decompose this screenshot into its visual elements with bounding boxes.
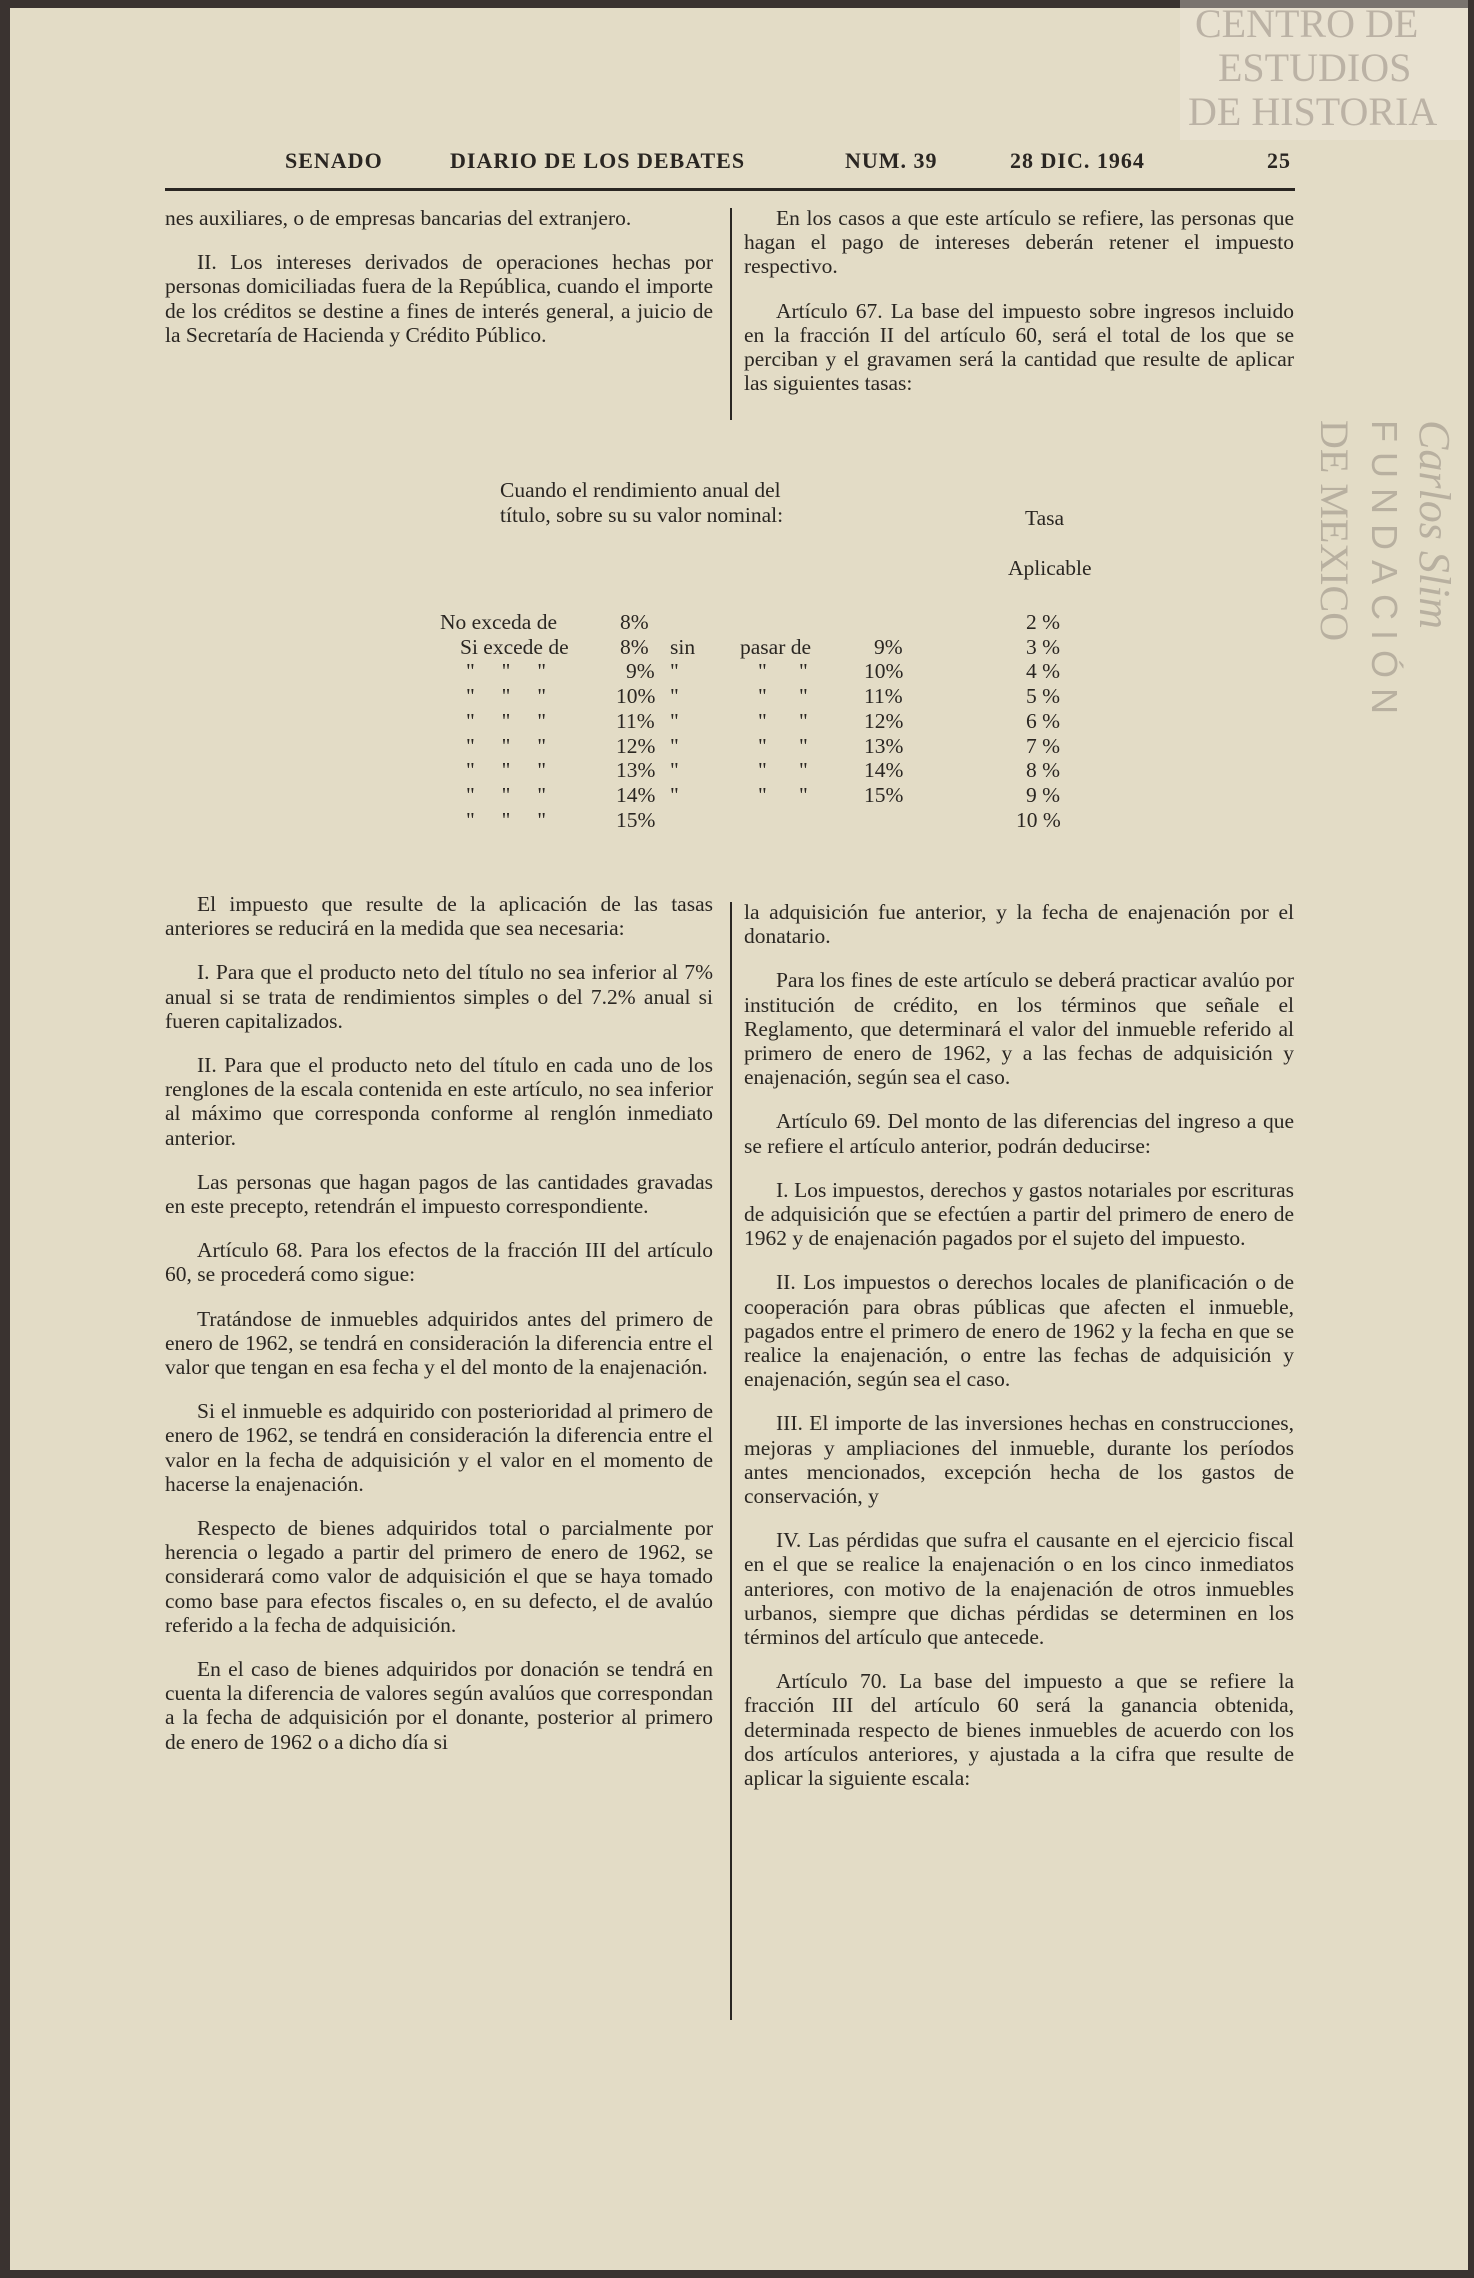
table-header-applicable: Aplicable — [1008, 556, 1092, 580]
table-cell-a: " " " — [466, 782, 547, 807]
table-cell-d: " " — [758, 758, 808, 783]
table-cell-c: " — [670, 782, 679, 807]
paragraph: II. Los intereses derivados de operaciones hechas por personas domiciliadas fuera de la República, cuando el importe de los créditos se destine a fines de interés general, a juicio de la Secretaría de Hacienda y Crédito Público. — [165, 250, 713, 347]
watermark-line: DE MEXICO — [1312, 420, 1357, 642]
table-cell-a: " " " — [466, 708, 547, 733]
table-cell-a: " " " — [466, 659, 547, 684]
table-row — [440, 808, 1140, 832]
table-cell-e: 14% — [864, 758, 904, 783]
paragraph: III. El importe de las inversiones hechas en construcciones, mejoras y ampliaciones del inmueble, durante los períodos antes mencionados, excepción hecha de los gastos de conservación, y — [744, 1411, 1294, 1509]
table-cell-c: " — [670, 684, 679, 709]
paragraph: Artículo 70. La base del impuesto a que se refiere la fracción III del artículo 60 será la ganancia obtenida, determinada respecto de bienes inmuebles de acuerdo con los dos artículos anteriores, y ajustada a la cifra que resulte de aplicar la siguiente escala: — [744, 1669, 1294, 1791]
paragraph: En el caso de bienes adquiridos por donación se tendrá en cuenta la diferencia de valores según avalúos que correspondan a la fecha de adquisición por el donante, posterior al primero de enero de 1962 o a dicho día si — [165, 1657, 713, 1754]
table-cell-e: 15% — [864, 782, 904, 807]
table-cell-rate: 3 % — [1026, 634, 1061, 659]
paragraph: I. Los impuestos, derechos y gastos notariales por escrituras de adquisición que se efectúen a partir del primero de enero de 1962 y de enajenación pagados por el sujeto del impuesto. — [744, 1177, 1294, 1251]
header-chamber: SENADO — [285, 148, 383, 173]
table-row — [440, 610, 1140, 634]
table-cell-rate: 2 % — [1026, 610, 1061, 634]
table-cell-c: " — [670, 659, 679, 684]
table-cell-rate: 8 % — [1026, 758, 1061, 783]
table-cell-a: " " " — [466, 684, 547, 709]
table-cell-c: " — [670, 758, 679, 783]
table-cell-c: " — [670, 733, 679, 758]
table-cell-b: 15% — [616, 807, 656, 832]
paragraph: Artículo 69. Del monto de las diferencias del ingreso a que se refiere el artículo anterior, podrán deducirse: — [744, 1109, 1294, 1158]
table-cell-rate: 10 % — [1016, 807, 1061, 832]
header-page-number: 25 — [1267, 148, 1291, 173]
paragraph: Si el inmueble es adquirido con posterioridad al primero de enero de 1962, se tendrá en consideración la diferencia entre el valor en la fecha de adquisición y el valor en el momento de hacerse la enajenación. — [165, 1399, 713, 1496]
header-number: NUM. 39 — [845, 148, 938, 173]
paragraph: El impuesto que resulte de la aplicación de las tasas anteriores se reducirá en la medida que sea necesaria: — [165, 892, 713, 941]
table-cell-d: " " — [758, 708, 808, 733]
table-cell-e: 11% — [864, 684, 903, 709]
table-cell-a: Si excede de — [460, 634, 569, 659]
table-cell-e: 9% — [874, 634, 903, 659]
table-cell-b: 11% — [616, 708, 655, 733]
table-cell-rate: 4 % — [1026, 659, 1061, 684]
top-right-column — [744, 206, 1294, 415]
watermark-line: ESTUDIOS — [1218, 45, 1412, 90]
table-cell-b: 12% — [616, 733, 656, 758]
paragraph: Respecto de bienes adquiridos total o parcialmente por herencia o legado a partir del primero de enero de 1962, se considerará como valor de adquisición el que se haya tomado como base para efectos fiscales o, en su defecto, el de avalúo referido a la fecha de adquisición. — [165, 1516, 713, 1637]
table-cell-c: sin — [670, 634, 696, 659]
table-cell-rate: 7 % — [1026, 733, 1061, 758]
table-cell-d: " " — [758, 782, 808, 807]
paragraph: IV. Las pérdidas que sufra el causante en el ejercicio fiscal en el que se realice la enajenación o en los cinco inmediatos anteriores, con motivo de la enajenación de otros inmuebles urbanos, siempre que dichas pérdidas se determinen en los términos del artículo que antecede. — [744, 1528, 1294, 1650]
table-cell-a: " " " — [466, 758, 547, 783]
paragraph: Artículo 67. La base del impuesto sobre ingresos incluido en la fracción II del artículo 60, será el total de los que se perciban y el gravamen será la cantidad que resulte de aplicar las siguientes tasas: — [744, 298, 1294, 396]
table-row — [440, 635, 1140, 659]
paragraph: I. Para que el producto neto del título no sea inferior al 7% anual si se trata de rendimientos simples o del 7.2% anual si fueren capitalizados. — [165, 960, 713, 1033]
column-divider — [730, 902, 732, 2020]
watermark-line: CENTRO DE — [1195, 1, 1419, 46]
top-left-column — [165, 206, 713, 367]
paragraph: Tratándose de inmuebles adquiridos antes del primero de enero de 1962, se tendrá en consideración la diferencia entre el valor que tengan en esa fecha y el del monto de la enajenación. — [165, 1306, 713, 1380]
table-cell-b: 10% — [616, 684, 656, 709]
paragraph: la adquisición fue anterior, y la fecha de enajenación por el donatario. — [744, 900, 1294, 949]
paragraph: Las personas que hagan pagos de las cantidades gravadas en este precepto, retendrán el impuesto correspondiente. — [165, 1169, 713, 1219]
table-cell-b: 8% — [620, 610, 649, 634]
table-cell-c: " — [670, 708, 679, 733]
watermark-line: DE HISTORIA — [1188, 89, 1438, 134]
table-header-rate: Tasa — [1025, 506, 1065, 530]
watermark-line: FUNDACIÓN — [1364, 420, 1405, 724]
paragraph: Artículo 68. Para los efectos de la fracción III del artículo 60, se procederá como sigue: — [165, 1238, 713, 1287]
table-cell-rate: 6 % — [1026, 708, 1061, 733]
table-cell-rate: 5 % — [1026, 684, 1061, 709]
table-row — [440, 758, 1140, 782]
table-cell-a: " " " — [466, 807, 547, 832]
header-rule — [165, 188, 1295, 191]
table-cell-d: pasar de — [740, 634, 812, 659]
table-cell-b: 13% — [616, 758, 656, 783]
header-date: 28 DIC. 1964 — [1010, 148, 1145, 173]
table-cell-b: 8% — [620, 634, 649, 659]
column-divider — [730, 208, 732, 420]
paragraph: II. Los impuestos o derechos locales de planificación o de cooperación para obras públicas que afecten el inmueble, pagados entre el primero de enero de 1962 y la fecha en que se realice la enajenación, o entre las fechas de adquisición y enajenación, según sea el caso. — [744, 1270, 1294, 1392]
table-cell-d: " " — [758, 684, 808, 709]
bottom-left-column — [165, 892, 713, 1754]
paragraph: II. Para que el producto neto del título en cada uno de los renglones de la escala contenida en este artículo, no sea inferior al máximo que corresponda conforme al renglón inmediato anterior. — [165, 1053, 713, 1150]
table-row — [440, 734, 1140, 758]
header-publication: DIARIO DE LOS DEBATES — [450, 148, 746, 173]
table-cell-a: No exceda de — [440, 610, 557, 634]
watermark-signature: Carlos Slim — [1410, 420, 1459, 630]
table-cell-e: 12% — [864, 708, 904, 733]
table-cell-e: 10% — [864, 659, 904, 684]
table-row — [440, 684, 1140, 708]
table-cell-rate: 9 % — [1026, 782, 1061, 807]
table-cell-b: 9% — [626, 659, 655, 684]
table-row — [440, 659, 1140, 683]
table-cell-a: " " " — [466, 733, 547, 758]
table-cell-d: " " — [758, 659, 808, 684]
table-cell-e: 13% — [864, 733, 904, 758]
paragraph: nes auxiliares, o de empresas bancarias del extranjero. — [165, 206, 632, 230]
table-row — [440, 783, 1140, 807]
table-row — [440, 709, 1140, 733]
paragraph: Para los fines de este artículo se deberá practicar avalúo por institución de crédito, en los términos que señale el Reglamento, que determinará el valor del inmueble referido al primero de enero de 1962, y a las fechas de adquisición y enajenación, según sea el caso. — [744, 968, 1294, 1090]
bottom-right-column — [744, 900, 1294, 1810]
table-header-yield: Cuando el rendimiento anual del título, sobre su su valor nominal: — [500, 478, 784, 527]
paragraph: En los casos a que este artículo se refiere, las personas que hagan el pago de intereses deberán retener el impuesto respectivo. — [744, 206, 1294, 279]
table-cell-d: " " — [758, 733, 808, 758]
table-cell-b: 14% — [616, 782, 656, 807]
